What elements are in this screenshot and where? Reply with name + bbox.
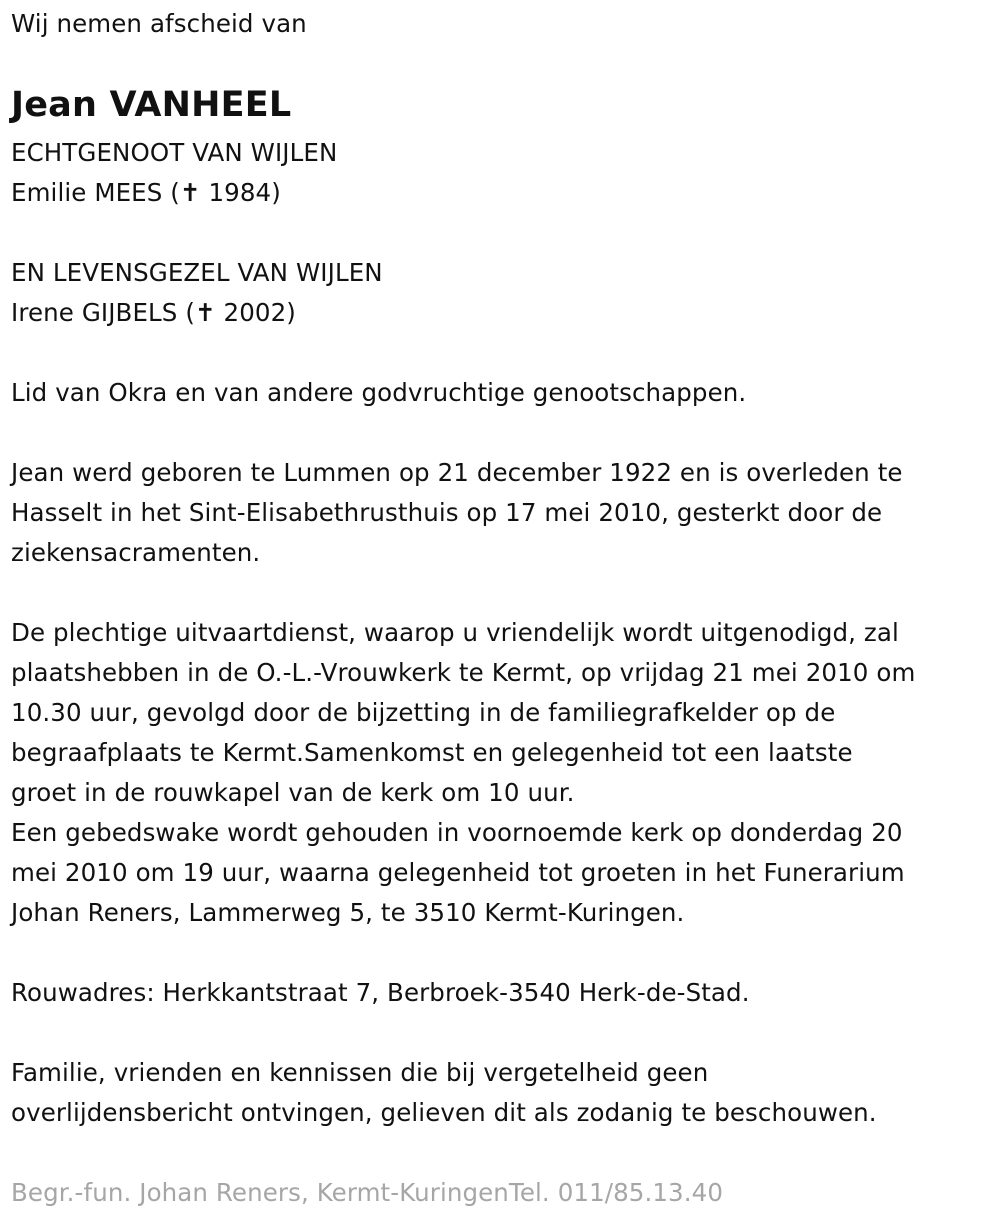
life-line: Hasselt in het Sint-Elisabethrusthuis op 17 mei 2010, gesterkt door de xyxy=(11,498,883,527)
spouse-heading: ECHTGENOOT VAN WIJLEN xyxy=(11,138,338,167)
funeral-line: De plechtige uitvaartdienst, waarop u vriendelijk wordt uitgenodigd, zal xyxy=(11,618,899,647)
notice-line: Familie, vrienden en kennissen die bij vergetelheid geen xyxy=(11,1058,709,1087)
notice-line: overlijdensbericht ontvingen, gelieven dit als zodanig te beschouwen. xyxy=(11,1098,877,1127)
vigil-line: Een gebedswake wordt gehouden in voornoemde kerk op donderdag 20 xyxy=(11,818,903,847)
life-line: Jean werd geboren te Lummen op 21 december 1922 en is overleden te xyxy=(11,458,903,487)
funeral-line: plaatshebben in de O.-L.-Vrouwkerk te Kermt, op vrijdag 21 mei 2010 om xyxy=(11,658,916,687)
mourning-address: Rouwadres: Herkkantstraat 7, Berbroek-3540 Herk-de-Stad. xyxy=(11,978,750,1007)
membership-text: Lid van Okra en van andere godvruchtige genootschappen. xyxy=(11,378,747,407)
intro-text: Wij nemen afscheid van xyxy=(11,9,307,38)
funeral-home-footer: Begr.-fun. Johan Reners, Kermt-KuringenTel. 011/85.13.40 xyxy=(11,1178,724,1207)
vigil-line: Johan Reners, Lammerweg 5, te 3510 Kermt-Kuringen. xyxy=(11,898,685,927)
partner-heading: EN LEVENSGEZEL VAN WIJLEN xyxy=(11,258,383,287)
funeral-line: groet in de rouwkapel van de kerk om 10 uur. xyxy=(11,778,575,807)
spouse-name: Emilie MEES (✝ 1984) xyxy=(11,178,281,207)
partner-name: Irene GIJBELS (✝ 2002) xyxy=(11,298,296,327)
funeral-line: begraafplaats te Kermt.Samenkomst en gelegenheid tot een laatste xyxy=(11,738,853,767)
funeral-line: 10.30 uur, gevolgd door de bijzetting in de familiegrafkelder op de xyxy=(11,698,836,727)
vigil-line: mei 2010 om 19 uur, waarna gelegenheid tot groeten in het Funerarium xyxy=(11,858,905,887)
life-line: ziekensacramenten. xyxy=(11,538,261,567)
deceased-name: Jean VANHEEL xyxy=(11,85,292,125)
